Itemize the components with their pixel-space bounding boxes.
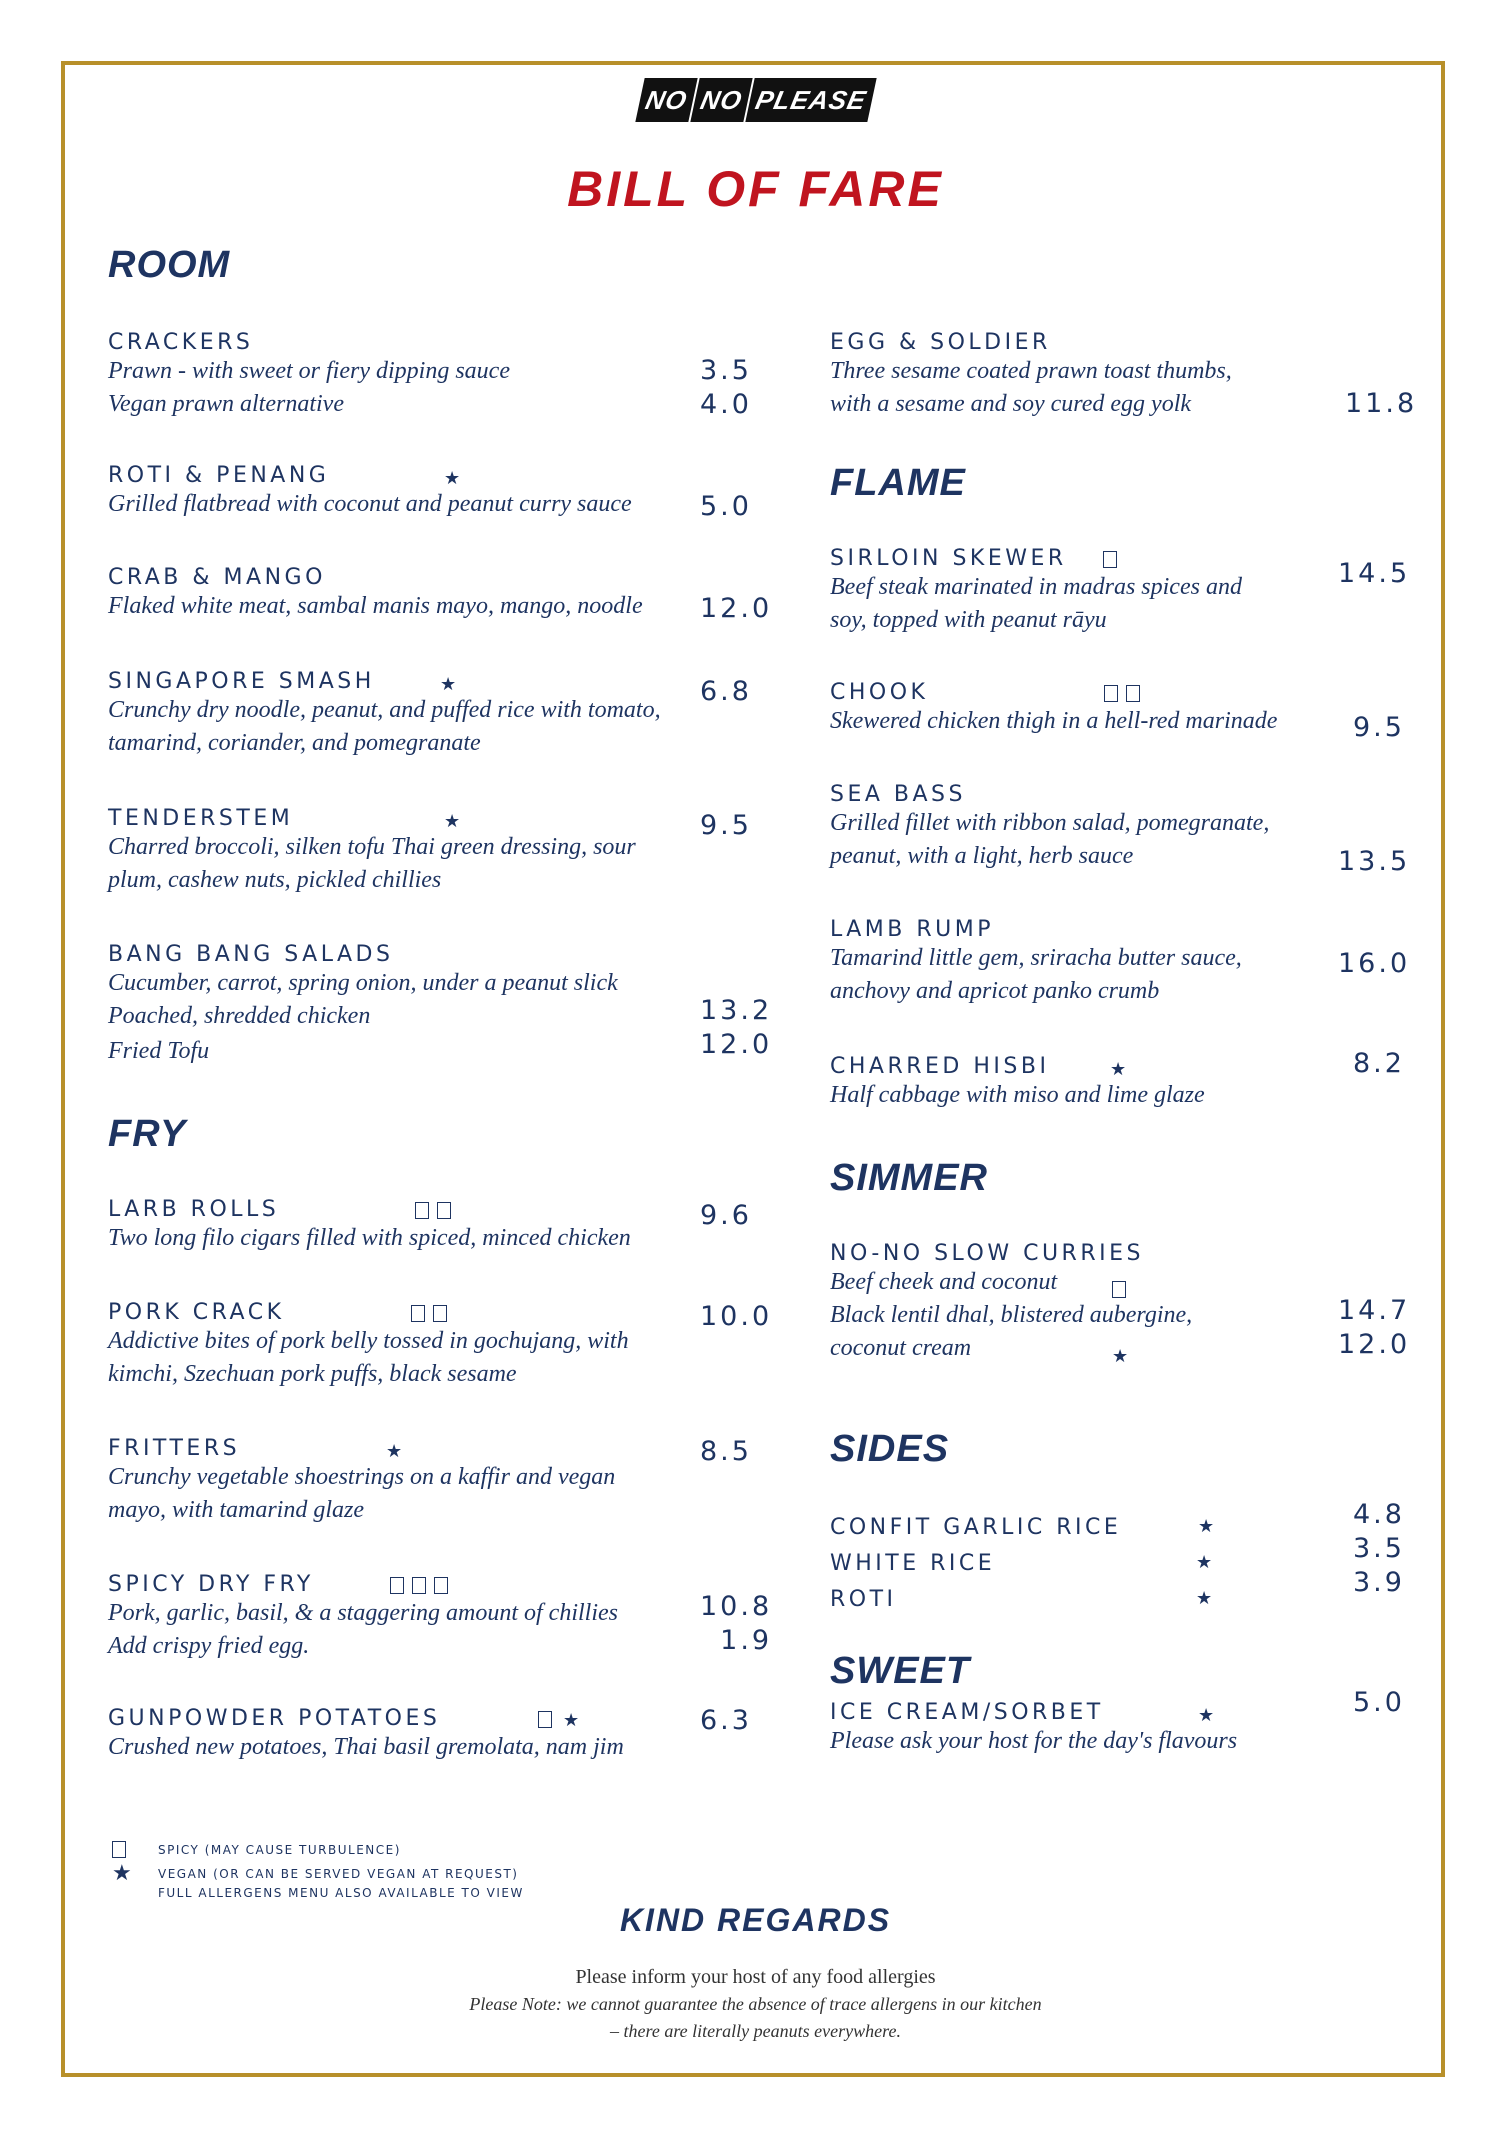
item-name: SIRLOIN SKEWER <box>830 546 1067 571</box>
price-value: 9.5 <box>700 810 752 841</box>
price-value: 10.8 <box>700 1591 773 1622</box>
star-icon: ★ <box>1196 1552 1219 1572</box>
item-description: Fried Tofu <box>108 1038 210 1064</box>
item-price <box>1353 1498 1405 1600</box>
item-description: Add crispy fried egg. <box>108 1633 310 1659</box>
item-description: soy, topped with peanut rāyu <box>830 607 1107 633</box>
item-description: Vegan prawn alternative <box>108 391 344 417</box>
item-description: Grilled flatbread with coconut and peanut curry sauce <box>108 491 632 517</box>
item-name: CHOOK <box>830 680 929 705</box>
item-name: ICE CREAM/SORBET <box>830 1700 1104 1725</box>
item-price <box>700 1300 772 1334</box>
item-price <box>1353 1047 1405 1081</box>
item-name: GUNPOWDER POTATOES <box>108 1706 441 1731</box>
menu-item-tenderstem <box>108 806 636 897</box>
price-value: 1.9 <box>720 1625 773 1656</box>
item-description: Poached, shredded chicken <box>108 1003 371 1029</box>
star-icon: ★ <box>1198 1516 1221 1536</box>
item-price <box>700 1590 772 1658</box>
menu-item-pork-crack <box>108 1300 629 1391</box>
item-price <box>700 592 772 626</box>
item-price <box>1353 1686 1405 1720</box>
star-icon: ★ <box>444 468 467 488</box>
item-description: Crunchy dry noodle, peanut, and puffed rice with tomato, <box>108 697 661 723</box>
item-name: NO-NO SLOW CURRIES <box>830 1241 1144 1266</box>
price-value: 13.5 <box>1338 846 1411 877</box>
price-value: 8.2 <box>1353 1048 1405 1079</box>
item-name: CHARRED HISBI <box>830 1054 1050 1079</box>
menu-item-crackers <box>108 330 510 421</box>
star-icon: ★ <box>112 1860 138 1885</box>
item-name: ROTI <box>830 1587 897 1612</box>
item-price <box>700 675 752 709</box>
item-name: PORK CRACK <box>108 1300 285 1325</box>
allergen-disclaimer: Please Note: we cannot guarantee the absence of trace allergens in our kitchen <box>469 1994 1042 2014</box>
item-description: Cucumber, carrot, spring onion, under a peanut slick <box>108 970 618 996</box>
item-description: Addictive bites of pork belly tossed in gochujang, with <box>108 1328 629 1354</box>
star-icon: ★ <box>563 1710 586 1730</box>
star-icon: ★ <box>1196 1588 1219 1608</box>
menu-item-ice-cream <box>830 1700 1237 1758</box>
price-value: 4.8 <box>1353 1499 1405 1530</box>
item-description: peanut, with a light, herb sauce <box>830 843 1134 869</box>
price-value: 4.0 <box>700 389 752 420</box>
menu-item-bang-bang-salads <box>108 942 618 1068</box>
item-price <box>1345 387 1417 421</box>
logo-word: NO <box>635 78 697 122</box>
item-price <box>1353 711 1405 745</box>
item-description: anchovy and apricot panko crumb <box>830 978 1160 1004</box>
price-value: 6.8 <box>700 676 752 707</box>
star-icon: ★ <box>1112 1346 1135 1366</box>
item-description: Grilled fillet with ribbon salad, pomegranate, <box>830 810 1270 836</box>
price-value: 16.0 <box>1338 948 1411 979</box>
item-name: SPICY DRY FRY <box>108 1572 314 1597</box>
item-price <box>700 1704 752 1738</box>
price-value: 3.5 <box>700 355 752 386</box>
legend-allergens: FULL ALLERGENS MENU ALSO AVAILABLE TO VIEW <box>158 1886 524 1900</box>
brand-logo <box>640 78 872 122</box>
star-icon: ★ <box>440 674 463 694</box>
menu-item-larb-rolls <box>108 1197 631 1255</box>
item-price <box>1338 557 1410 591</box>
price-value: 6.3 <box>700 1705 752 1736</box>
item-description: Please ask your host for the day's flavours <box>830 1728 1238 1754</box>
price-value: 14.5 <box>1338 558 1411 589</box>
item-description: tamarind, coriander, and pomegranate <box>108 730 481 756</box>
chili-icon <box>411 1302 455 1323</box>
item-description: Crunchy vegetable shoestrings on a kaffir and vegan <box>108 1464 616 1490</box>
price-value: 5.0 <box>1353 1687 1405 1718</box>
item-description: Crushed new potatoes, Thai basil gremolata, nam jim <box>108 1734 624 1760</box>
item-description: Tamarind little gem, sriracha butter sauce, <box>830 945 1242 971</box>
menu-title: BILL OF FARE <box>567 161 944 217</box>
item-name: FRITTERS <box>108 1436 241 1461</box>
kind-regards: KIND REGARDS <box>619 1902 892 1938</box>
item-name: EGG & SOLDIER <box>830 330 1051 355</box>
item-name: TENDERSTEM <box>108 806 294 831</box>
chili-icon <box>1104 682 1148 703</box>
chili-icon <box>1112 1278 1134 1299</box>
price-value: 9.5 <box>1353 712 1405 743</box>
item-description: Beef steak marinated in madras spices and <box>830 574 1242 600</box>
item-name: CRACKERS <box>108 330 254 355</box>
menu-item-fritters <box>108 1436 615 1527</box>
price-value: 9.6 <box>700 1200 752 1231</box>
price-value: 13.2 <box>700 995 773 1026</box>
item-description: coconut cream <box>830 1335 972 1361</box>
item-name: CONFIT GARLIC RICE <box>830 1515 1122 1540</box>
item-name: ROTI & PENANG <box>108 463 330 488</box>
chili-icon <box>390 1574 456 1595</box>
price-value: 5.0 <box>700 491 752 522</box>
chili-icon <box>112 1838 134 1859</box>
price-value: 12.0 <box>700 1029 773 1060</box>
item-description: Beef cheek and coconut <box>830 1269 1058 1295</box>
section-fry: FRY <box>108 1113 187 1155</box>
menu-item-slow-curries <box>830 1241 1192 1365</box>
logo-word: PLEASE <box>745 78 876 122</box>
item-price <box>700 354 752 422</box>
section-simmer: SIMMER <box>830 1157 988 1199</box>
item-name: WHITE RICE <box>830 1551 996 1576</box>
section-sweet: SWEET <box>830 1650 971 1692</box>
item-name: SINGAPORE SMASH <box>108 669 375 694</box>
section-sides: SIDES <box>830 1428 950 1470</box>
chili-icon <box>1103 548 1125 569</box>
item-price <box>1338 947 1410 981</box>
item-name: LARB ROLLS <box>108 1197 280 1222</box>
price-value: 12.0 <box>1338 1329 1411 1360</box>
allergy-note: Please inform your host of any food allergies <box>575 1966 936 1988</box>
item-description: with a sesame and soy cured egg yolk <box>830 391 1192 417</box>
item-description: Two long filo cigars filled with spiced, minced chicken <box>108 1225 631 1251</box>
star-icon: ★ <box>1110 1059 1133 1079</box>
item-name: BANG BANG SALADS <box>108 942 394 967</box>
menu-item-singapore-smash <box>108 669 661 760</box>
menu-item-crab-mango <box>108 565 643 623</box>
item-price <box>1338 1294 1410 1362</box>
item-description: plum, cashew nuts, pickled chillies <box>108 867 442 893</box>
star-icon: ★ <box>444 811 467 831</box>
item-description: Prawn - with sweet or fiery dipping sauce <box>108 358 510 384</box>
section-flame: FLAME <box>830 462 966 504</box>
item-name: LAMB RUMP <box>830 917 995 942</box>
logo-word: NO <box>690 78 752 122</box>
price-value: 8.5 <box>700 1436 752 1467</box>
item-description: Three sesame coated prawn toast thumbs, <box>830 358 1232 384</box>
item-description: Black lentil dhal, blistered aubergine, <box>830 1302 1193 1328</box>
price-value: 3.9 <box>1353 1567 1405 1598</box>
menu-item-sea-bass <box>830 782 1269 873</box>
legend-vegan: VEGAN (OR CAN BE SERVED VEGAN AT REQUEST) <box>158 1867 519 1881</box>
section-room: ROOM <box>108 244 231 286</box>
price-value: 14.7 <box>1338 1295 1411 1326</box>
menu-item-roti-penang <box>108 463 632 521</box>
menu-item-egg-soldier <box>830 330 1232 421</box>
sides-list <box>830 1510 1121 1618</box>
item-name: CRAB & MANGO <box>108 565 326 590</box>
item-description: kimchi, Szechuan pork puffs, black sesame <box>108 1361 517 1387</box>
item-name: SEA BASS <box>830 782 966 807</box>
item-description: Half cabbage with miso and lime glaze <box>830 1082 1205 1108</box>
item-price <box>700 1435 752 1469</box>
chili-icon <box>415 1199 459 1220</box>
menu-item-spicy-dry-fry <box>108 1572 618 1663</box>
star-icon: ★ <box>1198 1705 1221 1725</box>
price-value: 3.5 <box>1353 1533 1405 1564</box>
item-price <box>1338 845 1410 879</box>
item-price <box>700 809 752 843</box>
chili-icon <box>538 1708 560 1729</box>
peanut-note: – there are literally peanuts everywhere. <box>610 2021 901 2041</box>
item-description: mayo, with tamarind glaze <box>108 1497 364 1523</box>
price-value: 11.8 <box>1345 388 1418 419</box>
menu-item-lamb-rump <box>830 917 1242 1008</box>
star-icon: ★ <box>386 1441 409 1461</box>
menu-item-chook <box>830 680 1277 738</box>
menu-item-charred-hisbi <box>830 1054 1205 1112</box>
price-value: 10.0 <box>700 1301 773 1332</box>
item-price <box>700 1199 752 1233</box>
legend-spicy: SPICY (MAY CAUSE TURBULENCE) <box>158 1843 401 1857</box>
price-value: 12.0 <box>700 593 773 624</box>
item-description: Charred broccoli, silken tofu Thai green dressing, sour <box>108 834 636 860</box>
item-price <box>700 994 772 1062</box>
menu-item-sirloin-skewer <box>830 546 1242 637</box>
item-description: Skewered chicken thigh in a hell-red marinade <box>830 708 1278 734</box>
item-description: Flaked white meat, sambal manis mayo, mango, noodle <box>108 593 643 619</box>
item-price <box>700 490 752 524</box>
item-description: Pork, garlic, basil, & a staggering amount of chillies <box>108 1600 618 1626</box>
